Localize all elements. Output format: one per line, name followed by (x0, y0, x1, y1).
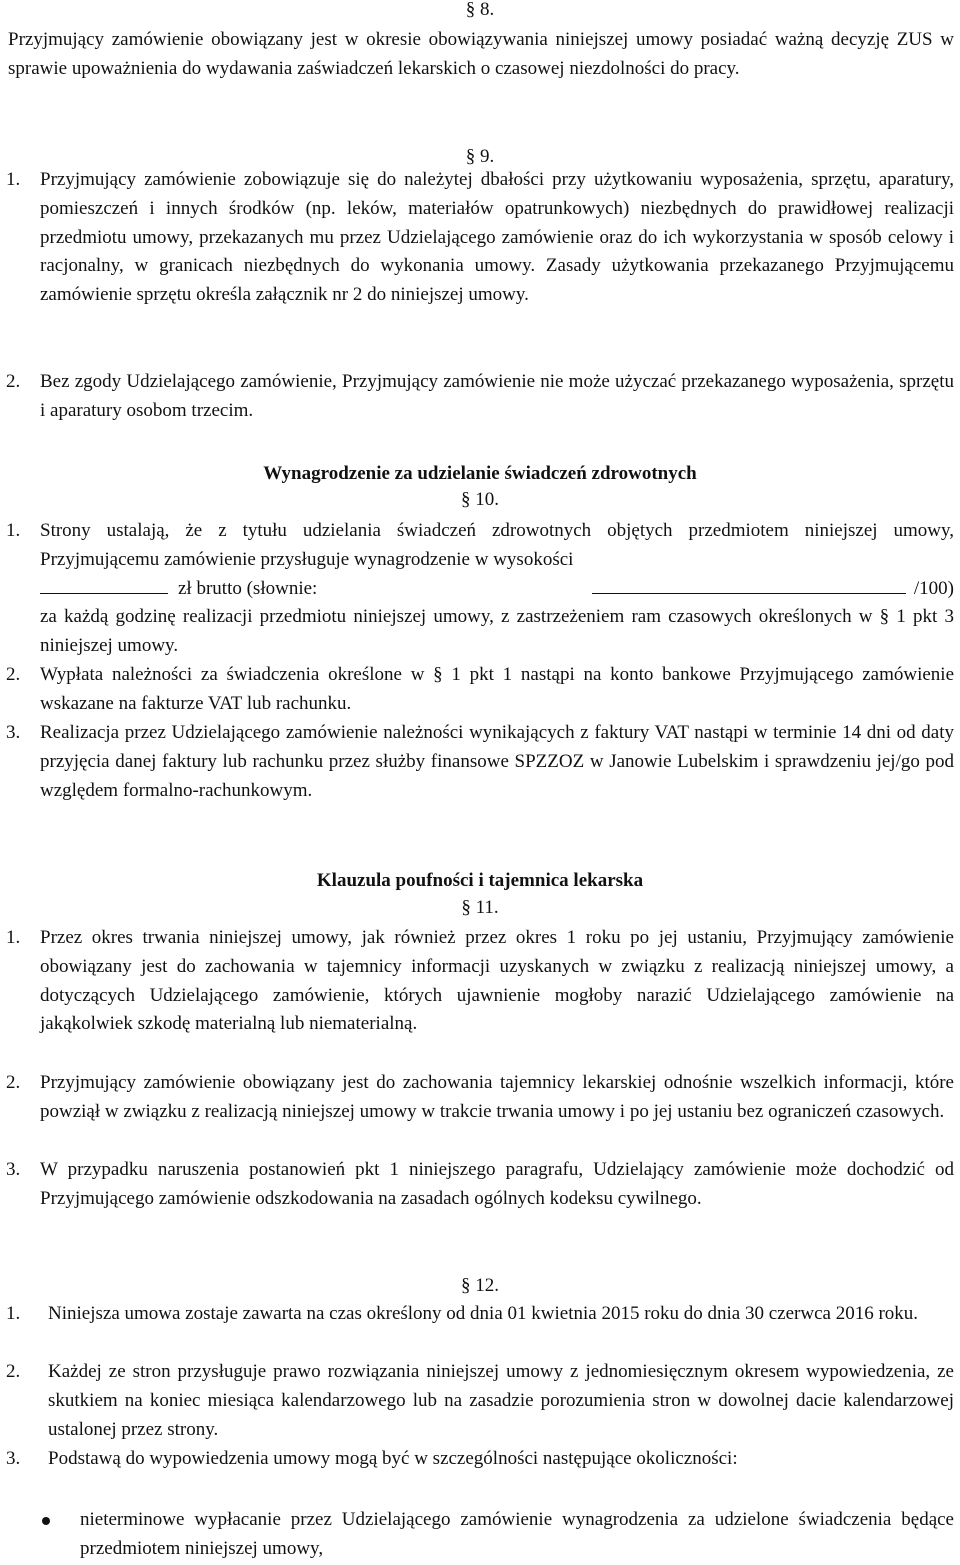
section-11-header: § 11. (461, 897, 499, 918)
section-11-item-3 (6, 1156, 954, 1214)
amount-label: zł brutto (słownie: (178, 577, 318, 599)
item-text: Przyjmujący zamówienie obowiązany jest do zachowania tajemnicy lekarskiej odnośnie wszelkich informacji, które powziął w związku z realizacją niniejszej umowy w trakcie trwania umowy i po jej ustaniu bez ograniczeń czasowych. (40, 1072, 954, 1122)
amount-words-blank-line (592, 575, 906, 594)
section-12-item-1 (6, 1300, 954, 1329)
item-number: 2. (6, 1072, 21, 1093)
bullet-text: nieterminowe wypłacanie przez Udzielającego zamówienie wynagrodzenia za udzielone świadczenia będące przedmiotem niniejszej umowy, (80, 1509, 954, 1559)
section-10-item-1 (6, 517, 954, 661)
item-number: 3. (6, 722, 21, 743)
item-text: Wypłata należności za świadczenia określone w § 1 pkt 1 nastąpi na konto bankowe Przyjmującego zamówienie wskazane na fakturze VAT lub rachunku. (40, 664, 954, 714)
section-12-item-2 (6, 1358, 954, 1444)
section-11-title: Klauzula poufności i tajemnica lekarska (316, 870, 644, 891)
item-number: 2. (6, 664, 21, 685)
section-9-item-1 (6, 166, 954, 310)
item-body (40, 517, 954, 661)
item-number: 1. (6, 169, 21, 190)
item-number: 1. (6, 1303, 21, 1324)
amount-blank-line (40, 575, 168, 594)
amount-fraction: /100) (913, 577, 954, 599)
item-text: W przypadku naruszenia postanowień pkt 1 niniejszego paragrafu, Udzielający zamówienie może dochodzić od Przyjmującego zamówienie odszkodowania na zasadach ogólnych kodeksu cywilnego. (40, 1159, 954, 1209)
section-10-item-2 (6, 661, 954, 719)
section-8-text: Przyjmujący zamówienie obowiązany jest w okresie obowiązywania niniejszej umowy posiadać ważną decyzję ZUS w sprawie upoważnienia do wydawania zaświadczeń lekarskich o czasowej niezdolności do pracy. (8, 29, 954, 79)
item-number: 1. (6, 520, 21, 541)
section-12-bullet-item (42, 1506, 954, 1564)
item-text: Każdej ze stron przysługuje prawo rozwiązania niniejszej umowy z jednomiesięcznym okresem wypowiedzenia, ze skutkiem na koniec miesiąca kalendarzowego lub na zasadzie porozumienia stron w dowolnej dacie kalendarzowej ustalonej przez strony. (48, 1361, 954, 1440)
item-number: 3. (6, 1159, 21, 1180)
item-text: za każdą godzinę realizacji przedmiotu niniejszej umowy, z zastrzeżeniem ram czasowych określonych w § 1 pkt 3 niniejszej umowy. (40, 606, 954, 657)
section-10-item-3 (6, 719, 954, 805)
item-number: 1. (6, 927, 21, 948)
section-11-item-1 (6, 924, 954, 1039)
section-8-header: § 8. (465, 0, 495, 20)
item-text: Przyjmujący zamówienie zobowiązuje się do należytej dbałości przy użytkowaniu wyposażenia, sprzętu, aparatury, pomieszczeń i innych środków (np. leków, materiałów opatrunkowych) niezbędnych do prawidłowej realizacji przedmiotu umowy, przekazanych mu przez Udzielającego zamówienie oraz do ich wykorzystania w sposób celowy i racjonalny, w granicach niezbędnych do wykonania umowy. Zasady użytkowania przekazanego Przyjmującemu zamówienie sprzętu określa załącznik nr 2 do niniejszej umowy. (40, 169, 954, 306)
section-9-item-2 (6, 368, 954, 426)
section-11-item-2 (6, 1069, 954, 1127)
item-number: 2. (6, 1361, 21, 1382)
section-10-title: Wynagrodzenie za udzielanie świadczeń zdrowotnych (263, 463, 697, 484)
section-12-item-3 (6, 1445, 954, 1474)
item-text: Przez okres trwania niniejszej umowy, jak również przez okres 1 roku po jej ustaniu, Przyjmujący zamówienie obowiązany jest do zachowania w tajemnicy informacji uzyskanych w związku z realizacją niniejszej umowy, a dotyczących Udzielającego zamówienie, których ujawnienie mogłoby narazić Udzielającego zamówienie na jakąkolwiek szkodę materialną lub niematerialną. (40, 927, 954, 1035)
item-text: Niniejsza umowa zostaje zawarta na czas określony od dnia 01 kwietnia 2015 roku do dnia 30 czerwca 2016 roku. (48, 1303, 919, 1324)
item-text: Strony ustalają, że z tytułu udzielania świadczeń zdrowotnych objętych przedmiotem niniejszej umowy, Przyjmującemu zamówienie przysługuje wynagrodzenie w wysokości (40, 520, 954, 570)
section-10-header: § 10. (461, 489, 499, 510)
item-number: 2. (6, 371, 21, 392)
section-12-header: § 12. (461, 1275, 499, 1296)
item-number: 3. (6, 1448, 21, 1469)
item-text: Realizacja przez Udzielającego zamówienie należności wynikających z faktury VAT nastąpi w terminie 14 dni od daty przyjęcia danej faktury lub rachunku przez służby finansowe SPZZOZ w Janowie Lubelskim i sprawdzeniu jej/go pod względem formalno-rachunkowym. (40, 722, 954, 801)
item-text: Podstawą do wypowiedzenia umowy mogą być w szczególności następujące okoliczności: (48, 1448, 738, 1469)
amount-row (40, 575, 954, 604)
section-9-header: § 9. (465, 146, 495, 167)
item-text: Bez zgody Udzielającego zamówienie, Przyjmujący zamówienie nie może użyczać przekazanego wyposażenia, sprzętu i aparatury osobom trzecim. (40, 371, 954, 421)
bullet-icon (42, 1517, 50, 1525)
